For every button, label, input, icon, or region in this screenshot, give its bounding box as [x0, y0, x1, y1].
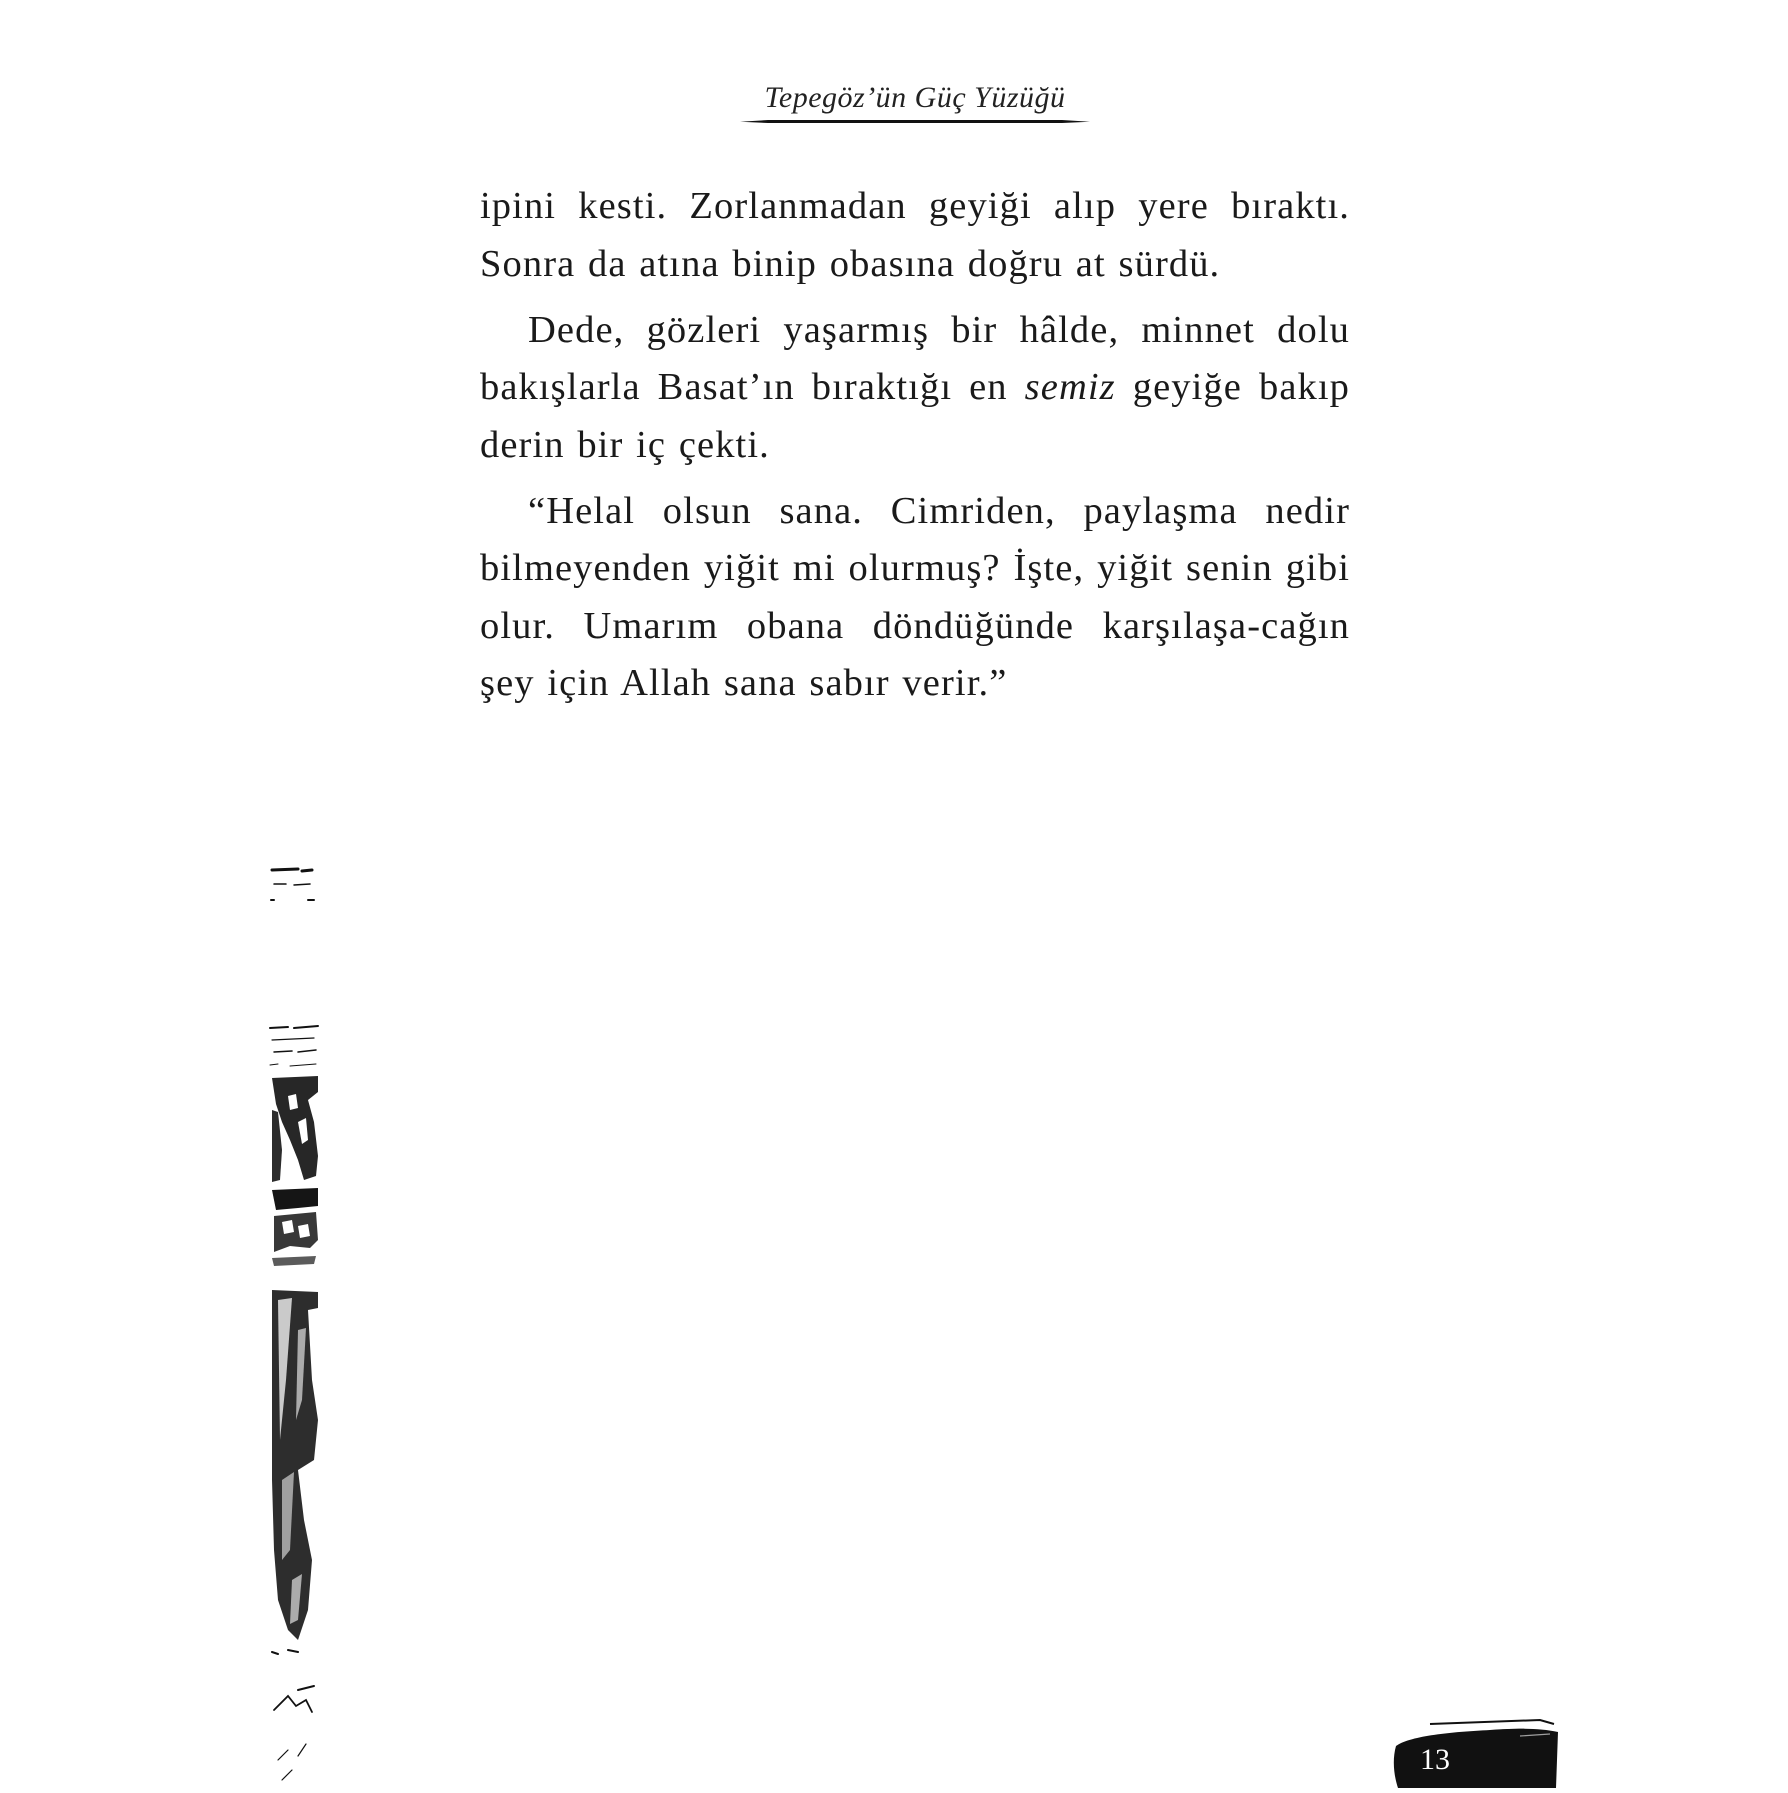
- body-text: [480, 178, 1350, 721]
- page-number: 13: [1420, 1743, 1450, 1776]
- paragraph-3-text-before: “Helal olsun sana. Cimriden, paylaşma nedir bilmeyenden yiğit mi olurmuş? İşte, yiğit senin gibi olur. Umarım obana döndüğünde karşılaşa-: [480, 489, 1350, 647]
- paragraph-2: [480, 302, 1350, 475]
- page-number-badge: [1390, 1716, 1560, 1788]
- paragraph-3-text-after: cağın şey için Allah sana sabır verir.”: [480, 604, 1350, 704]
- paragraph-2-emphasis: semiz: [1024, 366, 1116, 408]
- margin-illustration: [268, 860, 320, 1788]
- running-title: Tepegöz’ün Güç Yüzüğü: [764, 81, 1066, 114]
- paragraph-1: [480, 178, 1350, 293]
- paragraph-2-text-before: Dede, gözleri yaşarmış bir hâlde, minnet dolu bakışlarla Basat’ın bıraktığı en: [480, 308, 1350, 408]
- header-rule: [740, 120, 1090, 123]
- paragraph-1-text: ipini kesti. Zorlanmadan geyiği alıp yere bıraktı. Sonra da atına binip obasına doğru at sürdü.: [480, 185, 1350, 285]
- paragraph-2-text-after: geyiğe bakıp derin bir iç çekti.: [480, 366, 1350, 466]
- running-header: [740, 80, 1090, 123]
- paragraph-3: [480, 483, 1350, 713]
